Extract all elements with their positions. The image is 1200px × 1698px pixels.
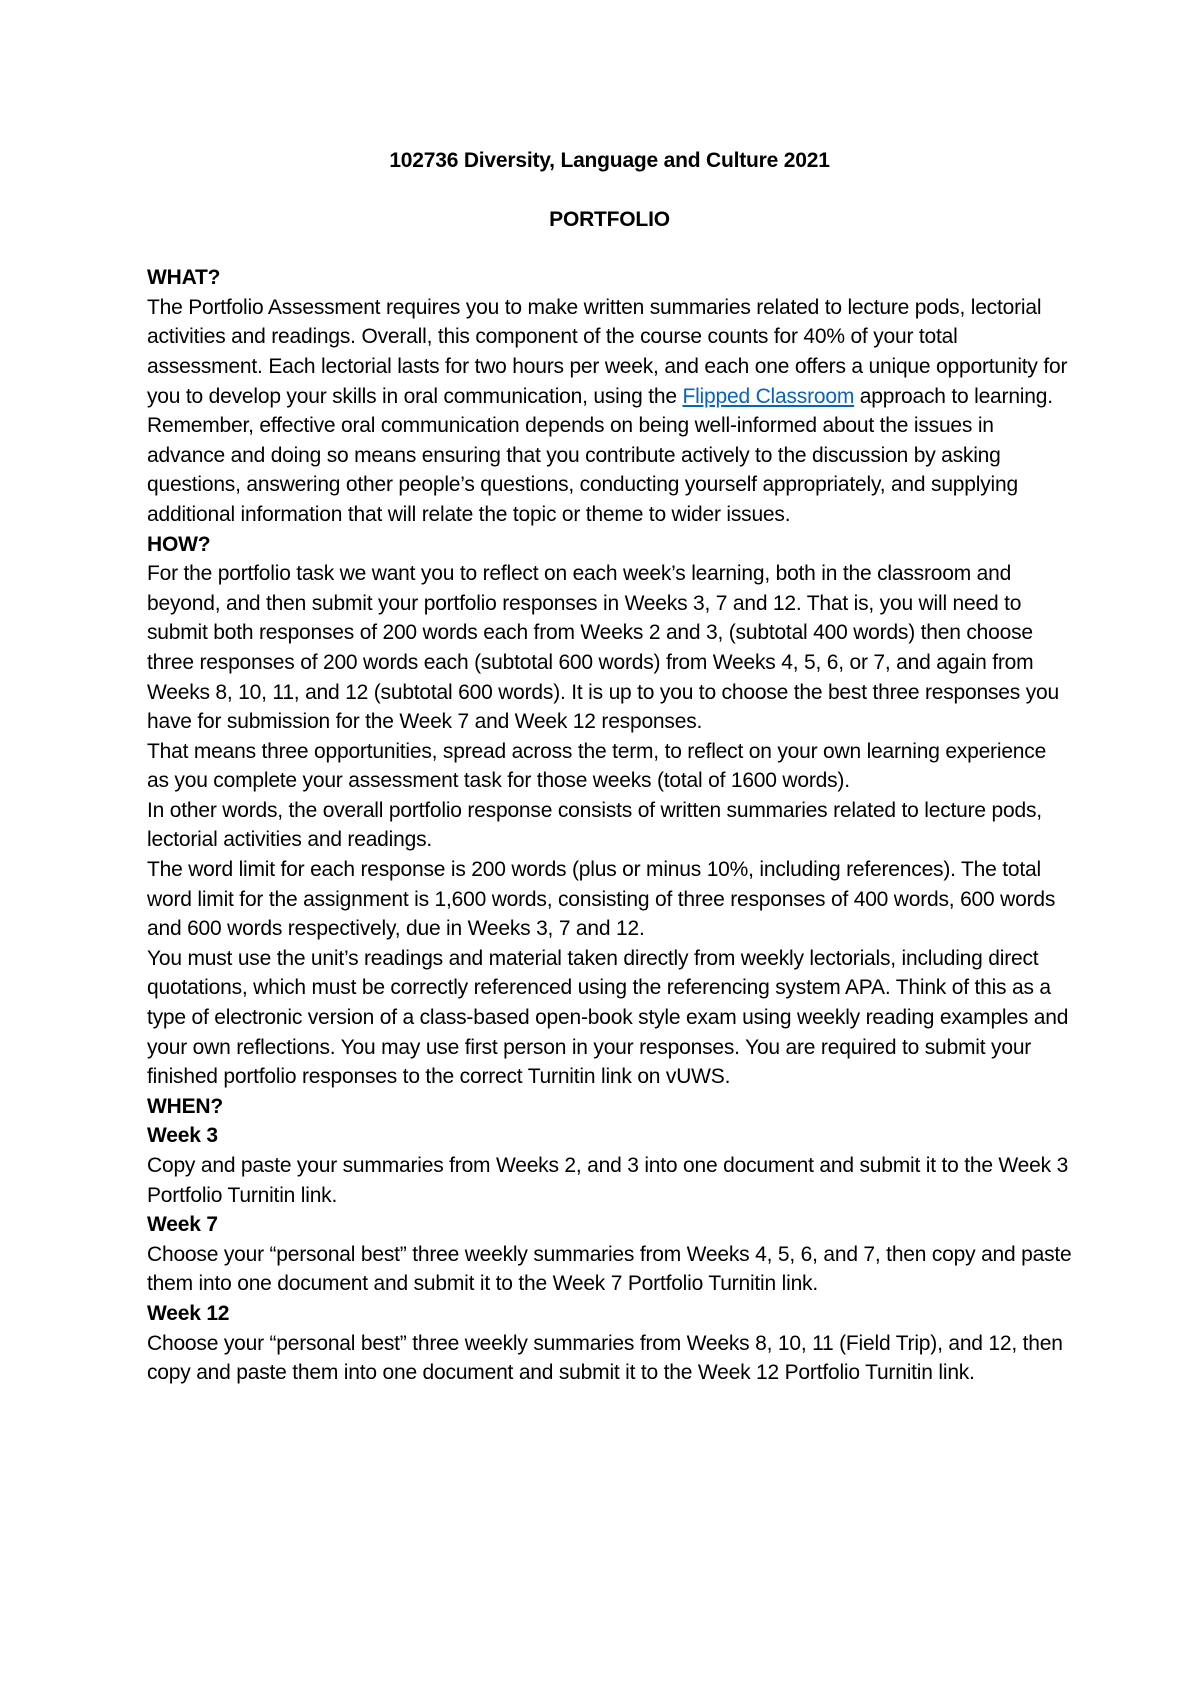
document-subtitle: PORTFOLIO [549, 207, 670, 231]
week-7-text: Choose your “personal best” three weekly summaries from Weeks 4, 5, 6, and 7, then copy and paste them into one document and submit it to the Week 7 Portfolio Turnitin link. [147, 1242, 1072, 1296]
how-section [147, 530, 1072, 1092]
how-paragraph-2: That means three opportunities, spread across the term, to reflect on your own learning experience as you complete your assessment task for those weeks (total of 1600 words). [147, 739, 1047, 793]
how-paragraph-5: You must use the unit’s readings and material taken directly from weekly lectorials, including direct quotations, which must be correctly referenced using the referencing system APA. Think of this as a type of electronic version of a class-based open-book style exam using weekly reading examples and your own reflections. You may use first person in your responses. You are required to submit your finished portfolio responses to the correct Turnitin link on vUWS. [147, 946, 1069, 1089]
document-page [147, 146, 1072, 1388]
what-paragraph-1-text-a: The Portfolio Assessment requires you to make written summaries related to lecture pods, lectorial activities and readings. Overall, this component of the course counts for 40% of your total assessment. Each lectorial lasts for two hours per week, and each one offers a unique opportunity for you to develop your skills in oral communication, using the [147, 295, 1068, 408]
what-section [147, 263, 1072, 529]
what-paragraph-1-text-b: approach to learning. [854, 384, 1053, 408]
how-paragraph-1: For the portfolio task we want you to reflect on each week’s learning, both in the classroom and beyond, and then submit your portfolio responses in Weeks 3, 7 and 12. That is, you will need to submit both responses of 200 words each from Weeks 2 and 3, (subtotal 400 words) then choose three responses of 200 words each (subtotal 600 words) from Weeks 4, 5, 6, or 7, and again from Weeks 8, 10, 11, and 12 (subtotal 600 words). It is up to you to choose the best three responses you have for submission for the Week 7 and Week 12 responses. [147, 562, 1059, 734]
document-title: 102736 Diversity, Language and Culture 2021 [389, 149, 830, 172]
what-paragraph-2: Remember, effective oral communication depends on being well-informed about the issues in advance and doing so means ensuring that you contribute actively to the discussion by asking questions, answering other people’s questions, conducting yourself appropriately, and supplying additional information that will relate the topic or theme to wider issues. [147, 414, 1018, 526]
flipped-classroom-link[interactable]: Flipped Classroom [682, 384, 855, 408]
when-heading: WHEN? [147, 1094, 223, 1118]
what-paragraph-1 [147, 293, 1072, 411]
week-12-text: Choose your “personal best” three weekly summaries from Weeks 8, 10, 11 (Field Trip), and 12, then copy and paste them into one document and submit it to the Week 12 Portfolio Turnitin link. [147, 1331, 1063, 1385]
week-12-heading: Week 12 [147, 1301, 230, 1325]
week-7-heading: Week 7 [147, 1213, 218, 1237]
how-heading: HOW? [147, 532, 211, 556]
how-paragraph-4: The word limit for each response is 200 words (plus or minus 10%, including references). The total word limit for the assignment is 1,600 words, consisting of three responses of 400 words, 600 words and 600 words respectively, due in Weeks 3, 7 and 12. [147, 858, 1056, 941]
week-3-heading: Week 3 [147, 1124, 218, 1148]
how-paragraph-3: In other words, the overall portfolio response consists of written summaries related to lecture pods, lectorial activities and readings. [147, 798, 1042, 852]
week-3-text: Copy and paste your summaries from Weeks 2, and 3 into one document and submit it to the Week 3 Portfolio Turnitin link. [147, 1154, 1069, 1207]
when-section [147, 1092, 1072, 1388]
what-heading: WHAT? [147, 266, 221, 290]
